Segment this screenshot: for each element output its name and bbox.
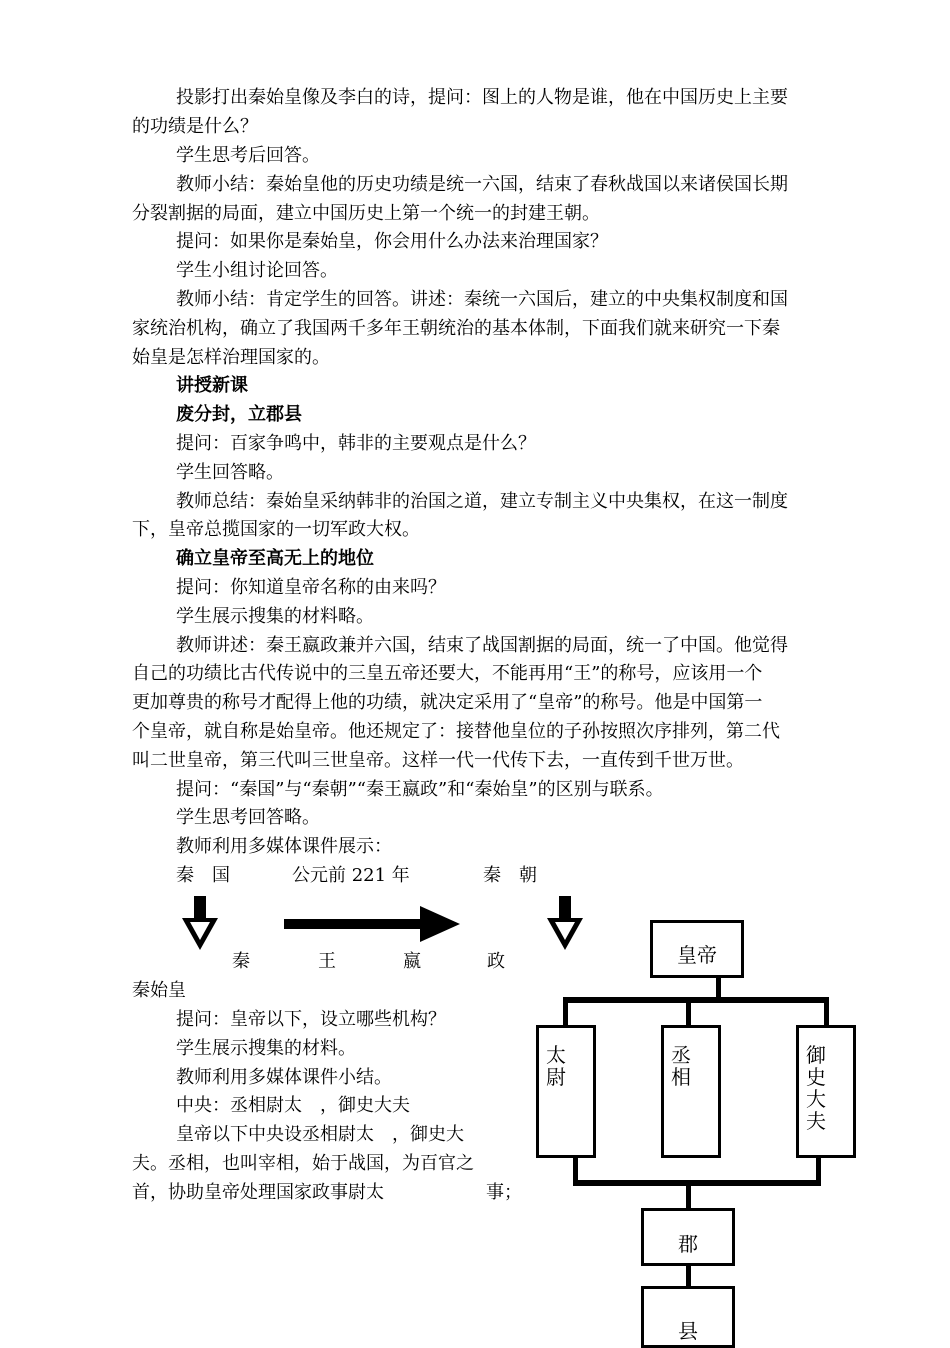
org-node-label: 皇帝 bbox=[677, 943, 717, 967]
timeline-ying-zheng-char: 嬴 bbox=[403, 951, 421, 972]
org-node-label: 县 bbox=[678, 1319, 698, 1343]
timeline-first-emperor: 秦始皇 bbox=[132, 980, 186, 1001]
paragraph-line: 提问：百家争鸣中，韩非的主要观点是什么？ bbox=[176, 433, 536, 454]
org-node-label: 太尉 bbox=[546, 1043, 566, 1089]
paragraph-line: 皇帝以下中央设丞相尉太 ，御史大 bbox=[176, 1124, 464, 1145]
paragraph-line: 学生思考后回答。 bbox=[176, 145, 320, 166]
org-connector bbox=[573, 1180, 821, 1186]
paragraph-line: 分裂割据的局面，建立中国历史上第一个统一的封建王朝。 bbox=[132, 203, 600, 224]
timeline-ying-zheng-char: 政 bbox=[487, 951, 505, 972]
paragraph-line: 家统治机构，确立了我国两千多年王朝统治的基本体制，下面我们就来研究一下秦 bbox=[132, 318, 780, 339]
timeline-qin-dynasty: 秦 朝 bbox=[483, 865, 537, 886]
paragraph-line: 学生回答略。 bbox=[176, 462, 284, 483]
paragraph-line: 更加尊贵的称号才配得上他的功绩，就决定采用了“皇帝”的称号。他是中国第一 bbox=[132, 692, 763, 713]
paragraph-line: 教师利用多媒体课件展示： bbox=[176, 836, 392, 857]
paragraph-line: 事； bbox=[486, 1182, 522, 1203]
paragraph-line: 教师小结：肯定学生的回答。讲述：秦统一六国后，建立的中央集权制度和国 bbox=[176, 289, 788, 310]
paragraph-line: 首，协助皇帝处理国家政事尉太 bbox=[132, 1182, 384, 1203]
paragraph-line: 教师总结：秦始皇采纳韩非的治国之道，建立专制主义中央集权，在这一制度 bbox=[176, 491, 788, 512]
timeline-ying-zheng-char: 王 bbox=[318, 951, 336, 972]
paragraph-line: 学生小组讨论回答。 bbox=[176, 260, 338, 281]
paragraph-line: 的功绩是什么？ bbox=[132, 116, 258, 137]
paragraph-line: 自己的功绩比古代传说中的三皇五帝还要大，不能再用“王”的称号，应该用一个 bbox=[132, 663, 763, 684]
paragraph-line: 提问：皇帝以下，设立哪些机构？ bbox=[176, 1009, 446, 1030]
org-node-label: 丞相 bbox=[671, 1043, 691, 1089]
timeline-ying-zheng-char: 秦 bbox=[232, 951, 250, 972]
section-heading: 确立皇帝至高无上的地位 bbox=[176, 548, 374, 569]
org-node-county bbox=[641, 1286, 735, 1348]
paragraph-line: 夫。丞相，也叫宰相，始于战国，为百官之 bbox=[132, 1153, 474, 1174]
down-arrow-icon bbox=[545, 896, 587, 952]
org-connector bbox=[686, 1180, 691, 1210]
section-heading: 废分封，立郡县 bbox=[176, 404, 302, 425]
org-connector bbox=[563, 997, 829, 1003]
org-node-chancellor bbox=[661, 1025, 721, 1158]
org-node-label: 郡 bbox=[678, 1232, 698, 1256]
org-node-censor bbox=[796, 1025, 856, 1158]
paragraph-line: 提问：“秦国”与“秦朝”“秦王嬴政”和“秦始皇”的区别与联系。 bbox=[176, 779, 664, 800]
paragraph-line: 教师小结：秦始皇他的历史功绩是统一六国，结束了春秋战国以来诸侯国长期 bbox=[176, 174, 788, 195]
org-node-taiwei bbox=[536, 1025, 596, 1158]
org-connector bbox=[686, 997, 691, 1027]
section-heading: 讲授新课 bbox=[176, 375, 248, 396]
timeline-qin-state: 秦 国 bbox=[176, 865, 230, 886]
org-connector bbox=[824, 997, 829, 1027]
org-node-commandery bbox=[641, 1208, 735, 1266]
org-node-label: 御史大夫 bbox=[806, 1043, 826, 1133]
paragraph-line: 个皇帝，就自称是始皇帝。他还规定了：接替他皇位的子孙按照次序排列，第二代 bbox=[132, 721, 780, 742]
paragraph-line: 中央：丞相尉太 ，御史大夫 bbox=[176, 1095, 410, 1116]
paragraph-line: 下，皇帝总揽国家的一切军政大权。 bbox=[132, 519, 420, 540]
paragraph-line: 学生展示搜集的材料略。 bbox=[176, 606, 374, 627]
right-arrow-icon bbox=[284, 902, 462, 946]
paragraph-line: 投影打出秦始皇像及李白的诗，提问：图上的人物是谁，他在中国历史上主要 bbox=[176, 87, 788, 108]
paragraph-line: 提问：如果你是秦始皇，你会用什么办法来治理国家？ bbox=[176, 231, 608, 252]
paragraph-line: 教师利用多媒体课件小结。 bbox=[176, 1067, 392, 1088]
paragraph-line: 学生思考回答略。 bbox=[176, 807, 320, 828]
timeline-year: 公元前 221 年 bbox=[292, 865, 410, 886]
paragraph-line: 教师讲述：秦王嬴政兼并六国，结束了战国割据的局面，统一了中国。他觉得 bbox=[176, 635, 788, 656]
paragraph-line: 提问：你知道皇帝名称的由来吗？ bbox=[176, 577, 446, 598]
paragraph-line: 学生展示搜集的材料。 bbox=[176, 1038, 356, 1059]
down-arrow-icon bbox=[180, 896, 222, 952]
org-connector bbox=[563, 997, 568, 1027]
paragraph-line: 始皇是怎样治理国家的。 bbox=[132, 347, 330, 368]
org-node-emperor bbox=[650, 920, 744, 978]
paragraph-line: 叫二世皇帝，第三代叫三世皇帝。这样一代一代传下去，一直传到千世万世。 bbox=[132, 750, 744, 771]
